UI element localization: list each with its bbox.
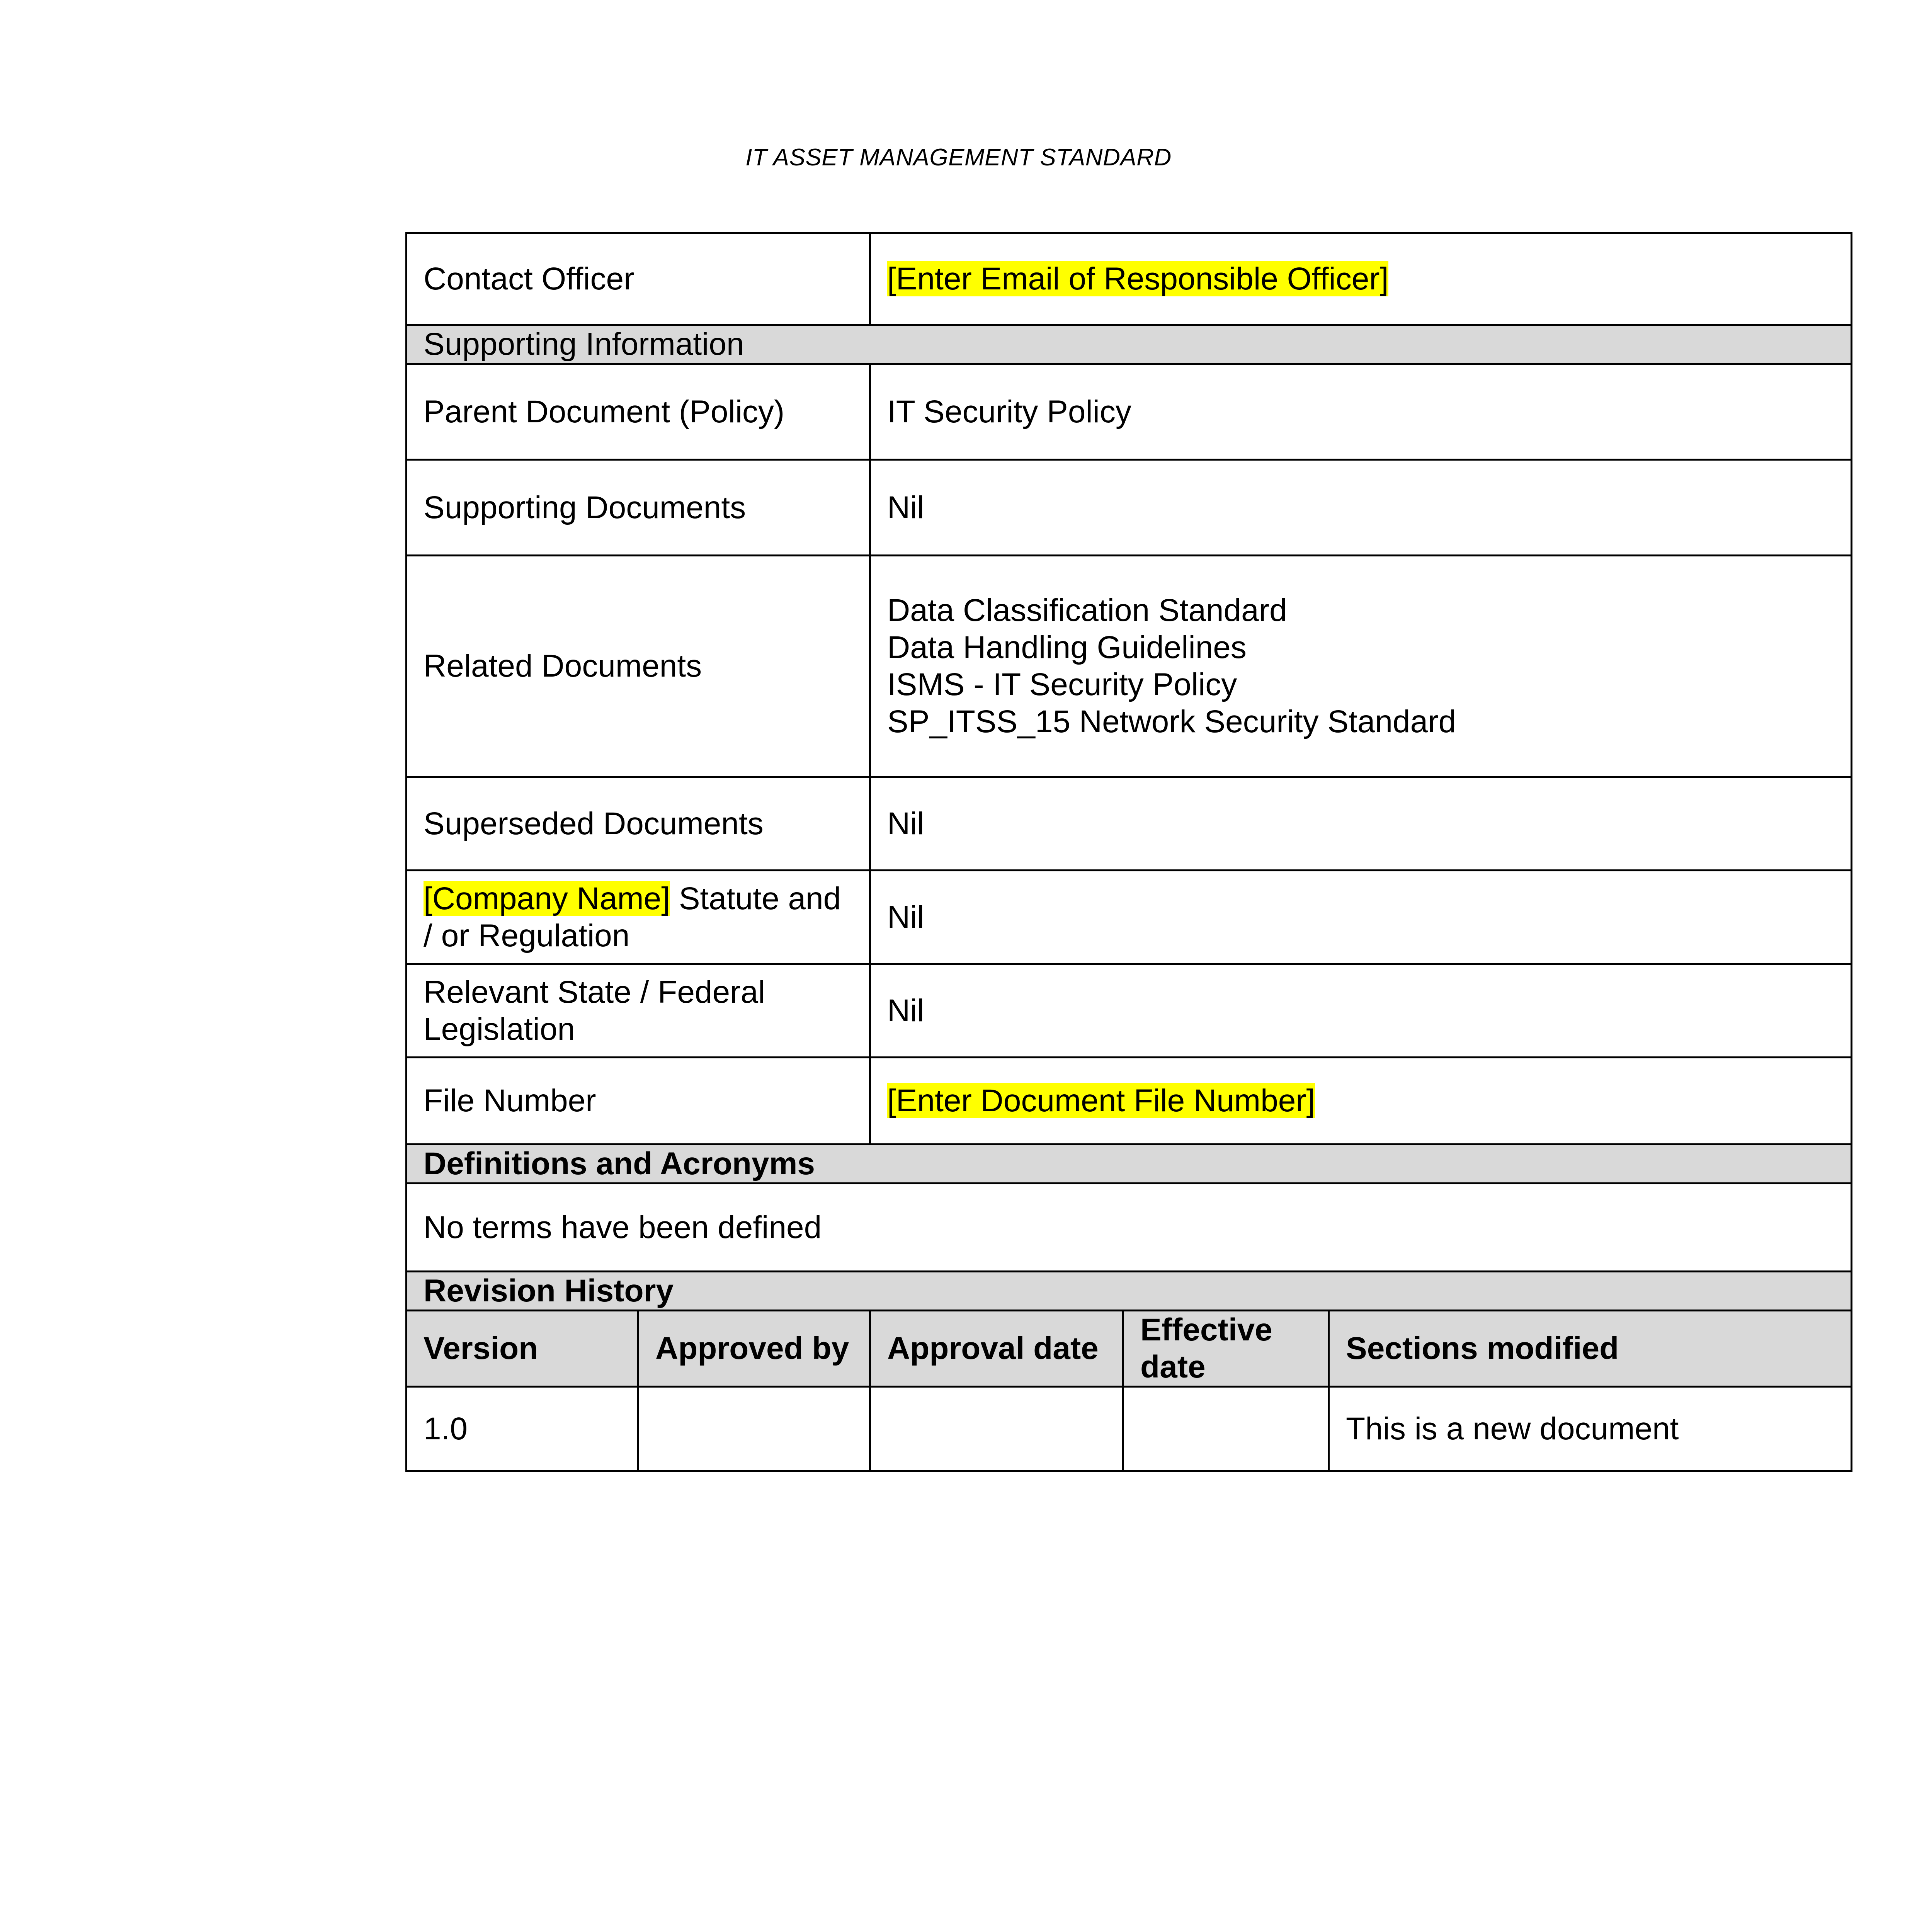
definitions-row [407, 1184, 1852, 1272]
file-number-label: File Number [407, 1058, 870, 1145]
definitions-heading: Definitions and Acronyms [407, 1145, 1852, 1184]
revision-heading-row [407, 1272, 1852, 1311]
column-header-approved-by: Approved by [638, 1311, 870, 1387]
column-header-effective-date: Effective date [1123, 1311, 1329, 1387]
related-document-item: Data Classification Standard [887, 593, 1287, 628]
file-number-row [407, 1058, 1852, 1145]
document-control-table [405, 232, 1852, 1472]
revision-sections-modified: This is a new document [1329, 1387, 1852, 1471]
related-document-item: SP_ITSS_15 Network Security Standard [887, 704, 1456, 739]
file-number-placeholder: [Enter Document File Number] [887, 1083, 1315, 1118]
column-header-approval-date: Approval date [870, 1311, 1123, 1387]
legislation-row [407, 964, 1852, 1058]
revision-approved-by [638, 1387, 870, 1471]
revision-history-heading: Revision History [407, 1272, 1852, 1311]
related-documents-list [870, 556, 1852, 777]
parent-document-label: Parent Document (Policy) [407, 364, 870, 460]
contact-officer-value [870, 233, 1852, 325]
supporting-documents-label: Supporting Documents [407, 460, 870, 556]
definitions-text: No terms have been defined [407, 1184, 1852, 1272]
related-document-item: ISMS - IT Security Policy [887, 667, 1237, 702]
revision-version: 1.0 [407, 1387, 638, 1471]
revision-effective-date [1123, 1387, 1329, 1471]
parent-document-value: IT Security Policy [870, 364, 1852, 460]
statute-value: Nil [870, 871, 1852, 964]
contact-officer-placeholder: [Enter Email of Responsible Officer] [887, 261, 1389, 296]
statute-label [407, 871, 870, 964]
revision-header-row [407, 1311, 1852, 1387]
supporting-documents-value: Nil [870, 460, 1852, 556]
related-document-item: Data Handling Guidelines [887, 630, 1247, 665]
superseded-documents-value: Nil [870, 777, 1852, 871]
file-number-value [870, 1058, 1852, 1145]
column-header-version: Version [407, 1311, 638, 1387]
related-documents-row [407, 556, 1852, 777]
company-name-placeholder: [Company Name] [424, 881, 670, 916]
legislation-value: Nil [870, 964, 1852, 1058]
revision-approval-date [870, 1387, 1123, 1471]
superseded-documents-row [407, 777, 1852, 871]
legislation-label: Relevant State / Federal Legislation [407, 964, 870, 1058]
column-header-sections-modified: Sections modified [1329, 1311, 1852, 1387]
related-documents-label: Related Documents [407, 556, 870, 777]
contact-officer-row [407, 233, 1852, 325]
supporting-documents-row [407, 460, 1852, 556]
table-row [407, 1387, 1852, 1471]
supporting-information-heading: Supporting Information [407, 325, 1852, 364]
parent-document-row [407, 364, 1852, 460]
superseded-documents-label: Superseded Documents [407, 777, 870, 871]
supporting-information-heading-row [407, 325, 1852, 364]
definitions-heading-row [407, 1145, 1852, 1184]
statute-row [407, 871, 1852, 964]
running-header: IT ASSET MANAGEMENT STANDARD [745, 144, 1172, 171]
contact-officer-label: Contact Officer [407, 233, 870, 325]
statute-label-text: Statute and / or Regulation [424, 881, 841, 953]
